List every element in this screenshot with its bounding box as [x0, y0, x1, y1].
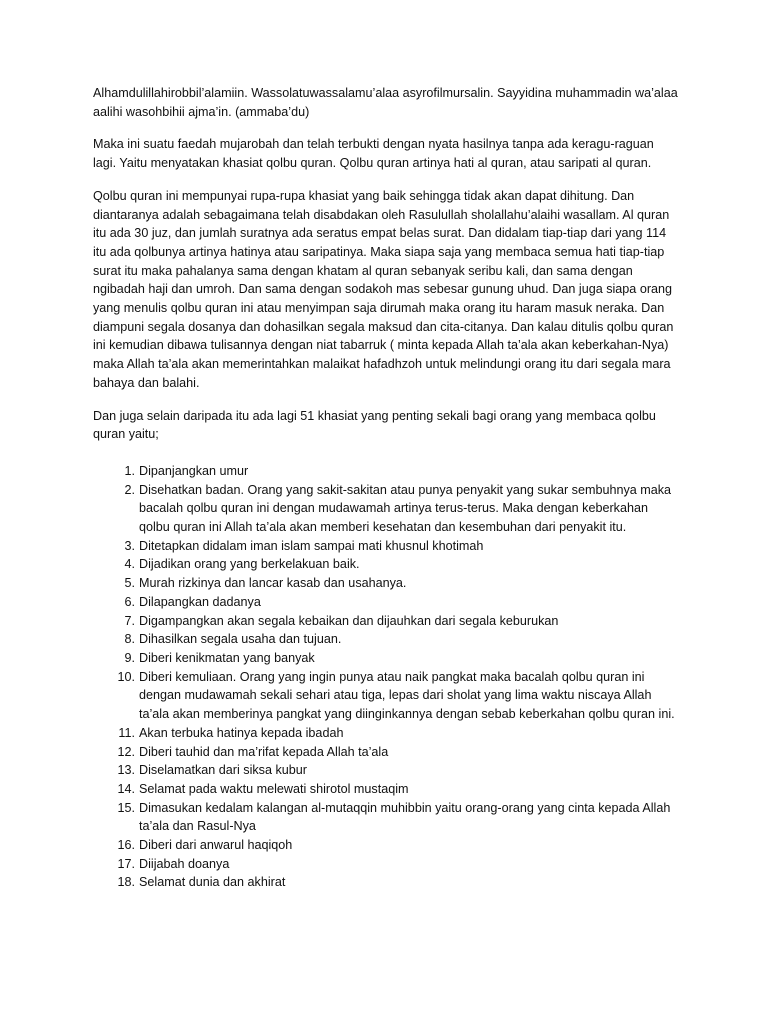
opening-paragraph: Alhamdulillahirobbil’alamiin. Wassolatuwassalamu’alaa asyrofilmursalin. Sayyidina muhammadin wa’alaa aalihi wasohbihii ajma’in. (ammaba’du)	[93, 86, 678, 119]
list-item	[93, 630, 678, 649]
list-item	[93, 873, 678, 892]
list-item-text: Dipanjangkan umur	[139, 463, 249, 478]
list-item	[93, 761, 678, 780]
list-item	[93, 799, 678, 836]
list-item	[93, 649, 678, 668]
list-item-text: Diberi kemuliaan. Orang yang ingin punya atau naik pangkat maka bacalah qolbu quran ini dengan mudawamah sekali sehari atau tiga, lepas dari sholat yang lima waktu niscaya Allah ta’ala akan memberinya pangkat yang diinginkannya dengan sebab keberkahan qolbu quran ini.	[139, 669, 675, 722]
list-item	[93, 555, 678, 574]
list-item-text: Dilapangkan dadanya	[139, 594, 261, 609]
list-item-text: Diselamatkan dari siksa kubur	[139, 763, 307, 778]
list-item	[93, 836, 678, 855]
list-item-number: 8.	[124, 632, 135, 647]
list-item	[93, 481, 678, 537]
list-item	[93, 593, 678, 612]
list-item	[93, 855, 678, 874]
list-item-number: 2.	[124, 482, 135, 497]
list-item-text: Ditetapkan didalam iman islam sampai mati khusnul khotimah	[139, 538, 484, 553]
list-item	[93, 612, 678, 631]
list-item-text: Diberi kenikmatan yang banyak	[139, 650, 315, 665]
list-item-number: 3.	[124, 538, 135, 553]
list-item-text: Murah rizkinya dan lancar kasab dan usahanya.	[139, 576, 407, 591]
list-item-number: 12.	[117, 744, 135, 759]
list-item-text: Diberi tauhid dan ma’rifat kepada Allah ta’ala	[139, 744, 389, 759]
list-item	[93, 724, 678, 743]
list-item-text: Disehatkan badan. Orang yang sakit-sakitan atau punya penyakit yang sukar sembuhnya maka bacalah qolbu quran ini dengan mudawamah artinya terus-terus. Maka dengan keberkahan qolbu quran ini Allah ta’ala akan memberi kesehatan dan kesembuhan dari penyakit itu.	[139, 482, 672, 535]
list-item	[93, 574, 678, 593]
list-item-number: 14.	[117, 781, 135, 796]
list-item-text: Selamat pada waktu melewati shirotol mustaqim	[139, 781, 409, 796]
list-item	[93, 668, 678, 724]
intro-paragraph: Maka ini suatu faedah mujarobah dan telah terbukti dengan nyata hasilnya tanpa ada keragu-raguan lagi. Yaitu menyatakan khasiat qolbu quran. Qolbu quran artinya hati al quran, atau saripati al quran.	[93, 137, 654, 171]
list-item-number: 6.	[124, 594, 135, 609]
list-item-number: 9.	[124, 650, 135, 665]
list-item-number: 13.	[117, 763, 135, 778]
list-item-number: 4.	[124, 557, 135, 572]
list-intro-paragraph: Dan juga selain daripada itu ada lagi 51 khasiat yang penting sekali bagi orang yang membaca qolbu quran yaitu;	[93, 408, 656, 442]
body-paragraph: Qolbu quran ini mempunyai rupa-rupa khasiat yang baik sehingga tidak akan dapat dihitung. Dan diantaranya adalah sebagaimana telah disabdakan oleh Rasulullah sholallahu’alaihi wasallam. Al quran itu ada 30 juz, dan jumlah suratnya ada seratus empat belas surat. Dan didalam tiap-tiap dari yang 114 itu ada qolbunya artinya hatinya atau saripatinya. Maka siapa saja yang membaca semua hati tiap-tiap surat itu maka pahalanya sama dengan khatam al quran sebanyak seribu kali, dan sama dengan ngibadah haji dan umroh. Dan sama dengan sodakoh mas sebesar gunung uhud. Dan juga siapa orang yang menulis qolbu quran ini atau menyimpan saja dirumah maka orang itu haram masuk neraka. Dan diampuni segala dosanya dan dohasilkan segala maksud dan cita-citanya. Dan kalau ditulis qolbu quran ini kemudian dibawa tulisannya dengan niat tabarruk ( minta kepada Allah ta’ala akan keberkahan-Nya) maka Allah ta’ala akan memerintahkan malaikat hafadhzoh untuk melindungi orang itu dari segala mara bahaya dan balahi.	[93, 188, 674, 390]
list-item-number: 15.	[117, 800, 135, 815]
list-item-number: 11.	[118, 725, 135, 740]
list-item-number: 1.	[124, 463, 135, 478]
list-item-text: Dimasukan kedalam kalangan al-mutaqqin muhibbin yaitu orang-orang yang cinta kepada Allah ta’ala dan Rasul-Nya	[139, 800, 671, 834]
list-item	[93, 537, 678, 556]
list-item-text: Diijabah doanya	[139, 856, 230, 871]
list-item-text: Diberi dari anwarul haqiqoh	[139, 838, 293, 853]
list-item	[93, 743, 678, 762]
benefits-list	[93, 462, 678, 892]
list-item-text: Dihasilkan segala usaha dan tujuan.	[139, 632, 342, 647]
list-item-text: Digampangkan akan segala kebaikan dan dijauhkan dari segala keburukan	[139, 613, 559, 628]
list-item-number: 18.	[117, 875, 135, 890]
list-item	[93, 462, 678, 481]
list-item-number: 5.	[124, 576, 135, 591]
list-item-text: Akan terbuka hatinya kepada ibadah	[139, 725, 344, 740]
list-item-number: 17.	[117, 856, 135, 871]
list-item	[93, 780, 678, 799]
list-item-text: Dijadikan orang yang berkelakuan baik.	[139, 557, 360, 572]
list-item-number: 16.	[117, 838, 135, 853]
list-item-text: Selamat dunia dan akhirat	[139, 875, 286, 890]
list-item-number: 10.	[117, 669, 135, 684]
list-item-number: 7.	[124, 613, 135, 628]
